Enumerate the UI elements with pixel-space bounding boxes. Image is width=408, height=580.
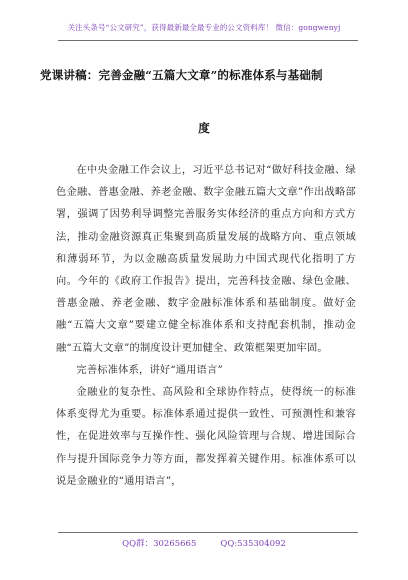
document-body (56, 160, 356, 493)
footer-qq-contact: QQ:535304092 (220, 539, 286, 549)
footer-divider (58, 532, 358, 533)
document-title: 党课讲稿：完善金融“五篇大文章”的标准体系与基础制 (40, 68, 323, 82)
header-note: 关注头条号“公文研究”，获得最新最全最专业的公文资料库！ 微信：gongwenyj (67, 23, 341, 32)
intro-paragraph: 在中央金融工作会议上，习近平总书记对“做好科技金融、绿色金融、普惠金融、养老金融、数字金融五篇大文章”作出战略部署，强调了因势利导调整完善服务实体经济的重点方向和方式方法，推动金融资源真正集聚到高质量发展的战略方向、重点领域和薄弱环节，为以金融高质量发展助力中国式现代化指明了方向。今年的《政府工作报告》提出，完善科技金融、绿色金融、普惠金融、养老金融、数字金融标准体系和基础制度。做好金融“五篇大文章”要建立健全标准体系和支持配套机制，推动金融“五篇大文章”的制度设计更加健全、政策框架更加牢固。 (56, 165, 356, 354)
document-title-continuation: 度 (198, 121, 210, 135)
header-divider (58, 40, 358, 41)
section-heading: 完善标准体系，讲好“通用语言” (76, 364, 223, 376)
section-paragraph: 金融业的复杂性、高风险和全球协作特点，使得统一的标准体系变得尤为重要。标准体系通过提供一致性、可预测性和兼容性，在促进效率与互操作性、强化风险管理与合规、增进国际合作与提升国际竞争力等方面，都发挥着关键作用。标准体系可以说是金融业的“通用语言”， (56, 387, 356, 487)
footer-contact (0, 537, 408, 549)
footer-qq-group: QQ群：30265665 (122, 539, 197, 549)
